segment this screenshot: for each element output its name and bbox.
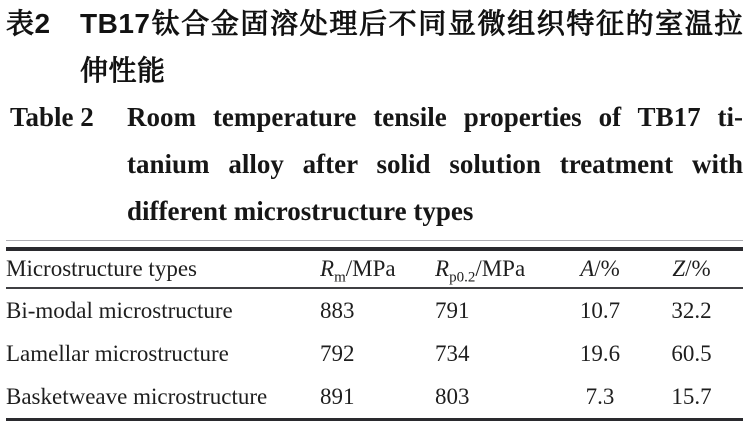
cell-type: Bi-modal microstructure bbox=[6, 297, 233, 323]
caption-english-text bbox=[127, 94, 743, 235]
cell-z: 15.7 bbox=[671, 383, 712, 409]
caption-english-label: Table 2 bbox=[10, 102, 94, 132]
table-row-bimodal bbox=[6, 288, 743, 332]
caption-english bbox=[6, 94, 743, 235]
cell-type: Basketweave microstructure bbox=[6, 383, 268, 409]
cell-rp02: 803 bbox=[435, 383, 470, 409]
header-rm-mpa: $R_m$/MPa bbox=[320, 249, 435, 288]
caption-chinese bbox=[6, 0, 743, 94]
table-row-basketweave bbox=[6, 375, 743, 420]
tensile-properties-table-wrap bbox=[6, 240, 743, 421]
caption-english-line-3: different microstructure types bbox=[127, 196, 474, 226]
header-rp02-mpa: $R_{p0.2}$/MPa bbox=[435, 249, 560, 288]
caption-chinese-line-2: 伸性能 bbox=[80, 55, 166, 86]
cell-type: Lamellar microstructure bbox=[6, 340, 229, 366]
caption-chinese-label: 表2 bbox=[6, 8, 51, 39]
table-row-lamellar bbox=[6, 332, 743, 375]
cell-a: 10.7 bbox=[579, 297, 621, 323]
header-microstructure-types: Microstructure types bbox=[6, 249, 320, 288]
header-reduction-of-area: Z/% bbox=[640, 249, 743, 288]
header-row bbox=[6, 249, 743, 288]
cell-z: 60.5 bbox=[671, 340, 712, 366]
tensile-properties-table bbox=[6, 247, 743, 421]
header-elongation: A/% bbox=[560, 249, 640, 288]
caption-english-line-2: tanium alloy after solid solution treatment with bbox=[127, 149, 743, 179]
cell-rp02: 734 bbox=[435, 340, 470, 366]
table-header bbox=[6, 249, 743, 288]
caption-english-line-1: Room temperature tensile properties of TB17 ti- bbox=[127, 102, 743, 132]
cell-a: 19.6 bbox=[579, 340, 621, 366]
cell-rm: 883 bbox=[320, 297, 355, 323]
table-body bbox=[6, 288, 743, 420]
cell-rp02: 791 bbox=[435, 297, 470, 323]
caption-chinese-line-1: TB17钛合金固溶处理后不同显微组织特征的室温拉 bbox=[80, 8, 743, 39]
cell-z: 32.2 bbox=[671, 297, 712, 323]
caption-chinese-text bbox=[80, 0, 743, 94]
cell-rm: 792 bbox=[320, 340, 355, 366]
cell-rm: 891 bbox=[320, 383, 355, 409]
cell-a: 7.3 bbox=[585, 383, 615, 409]
